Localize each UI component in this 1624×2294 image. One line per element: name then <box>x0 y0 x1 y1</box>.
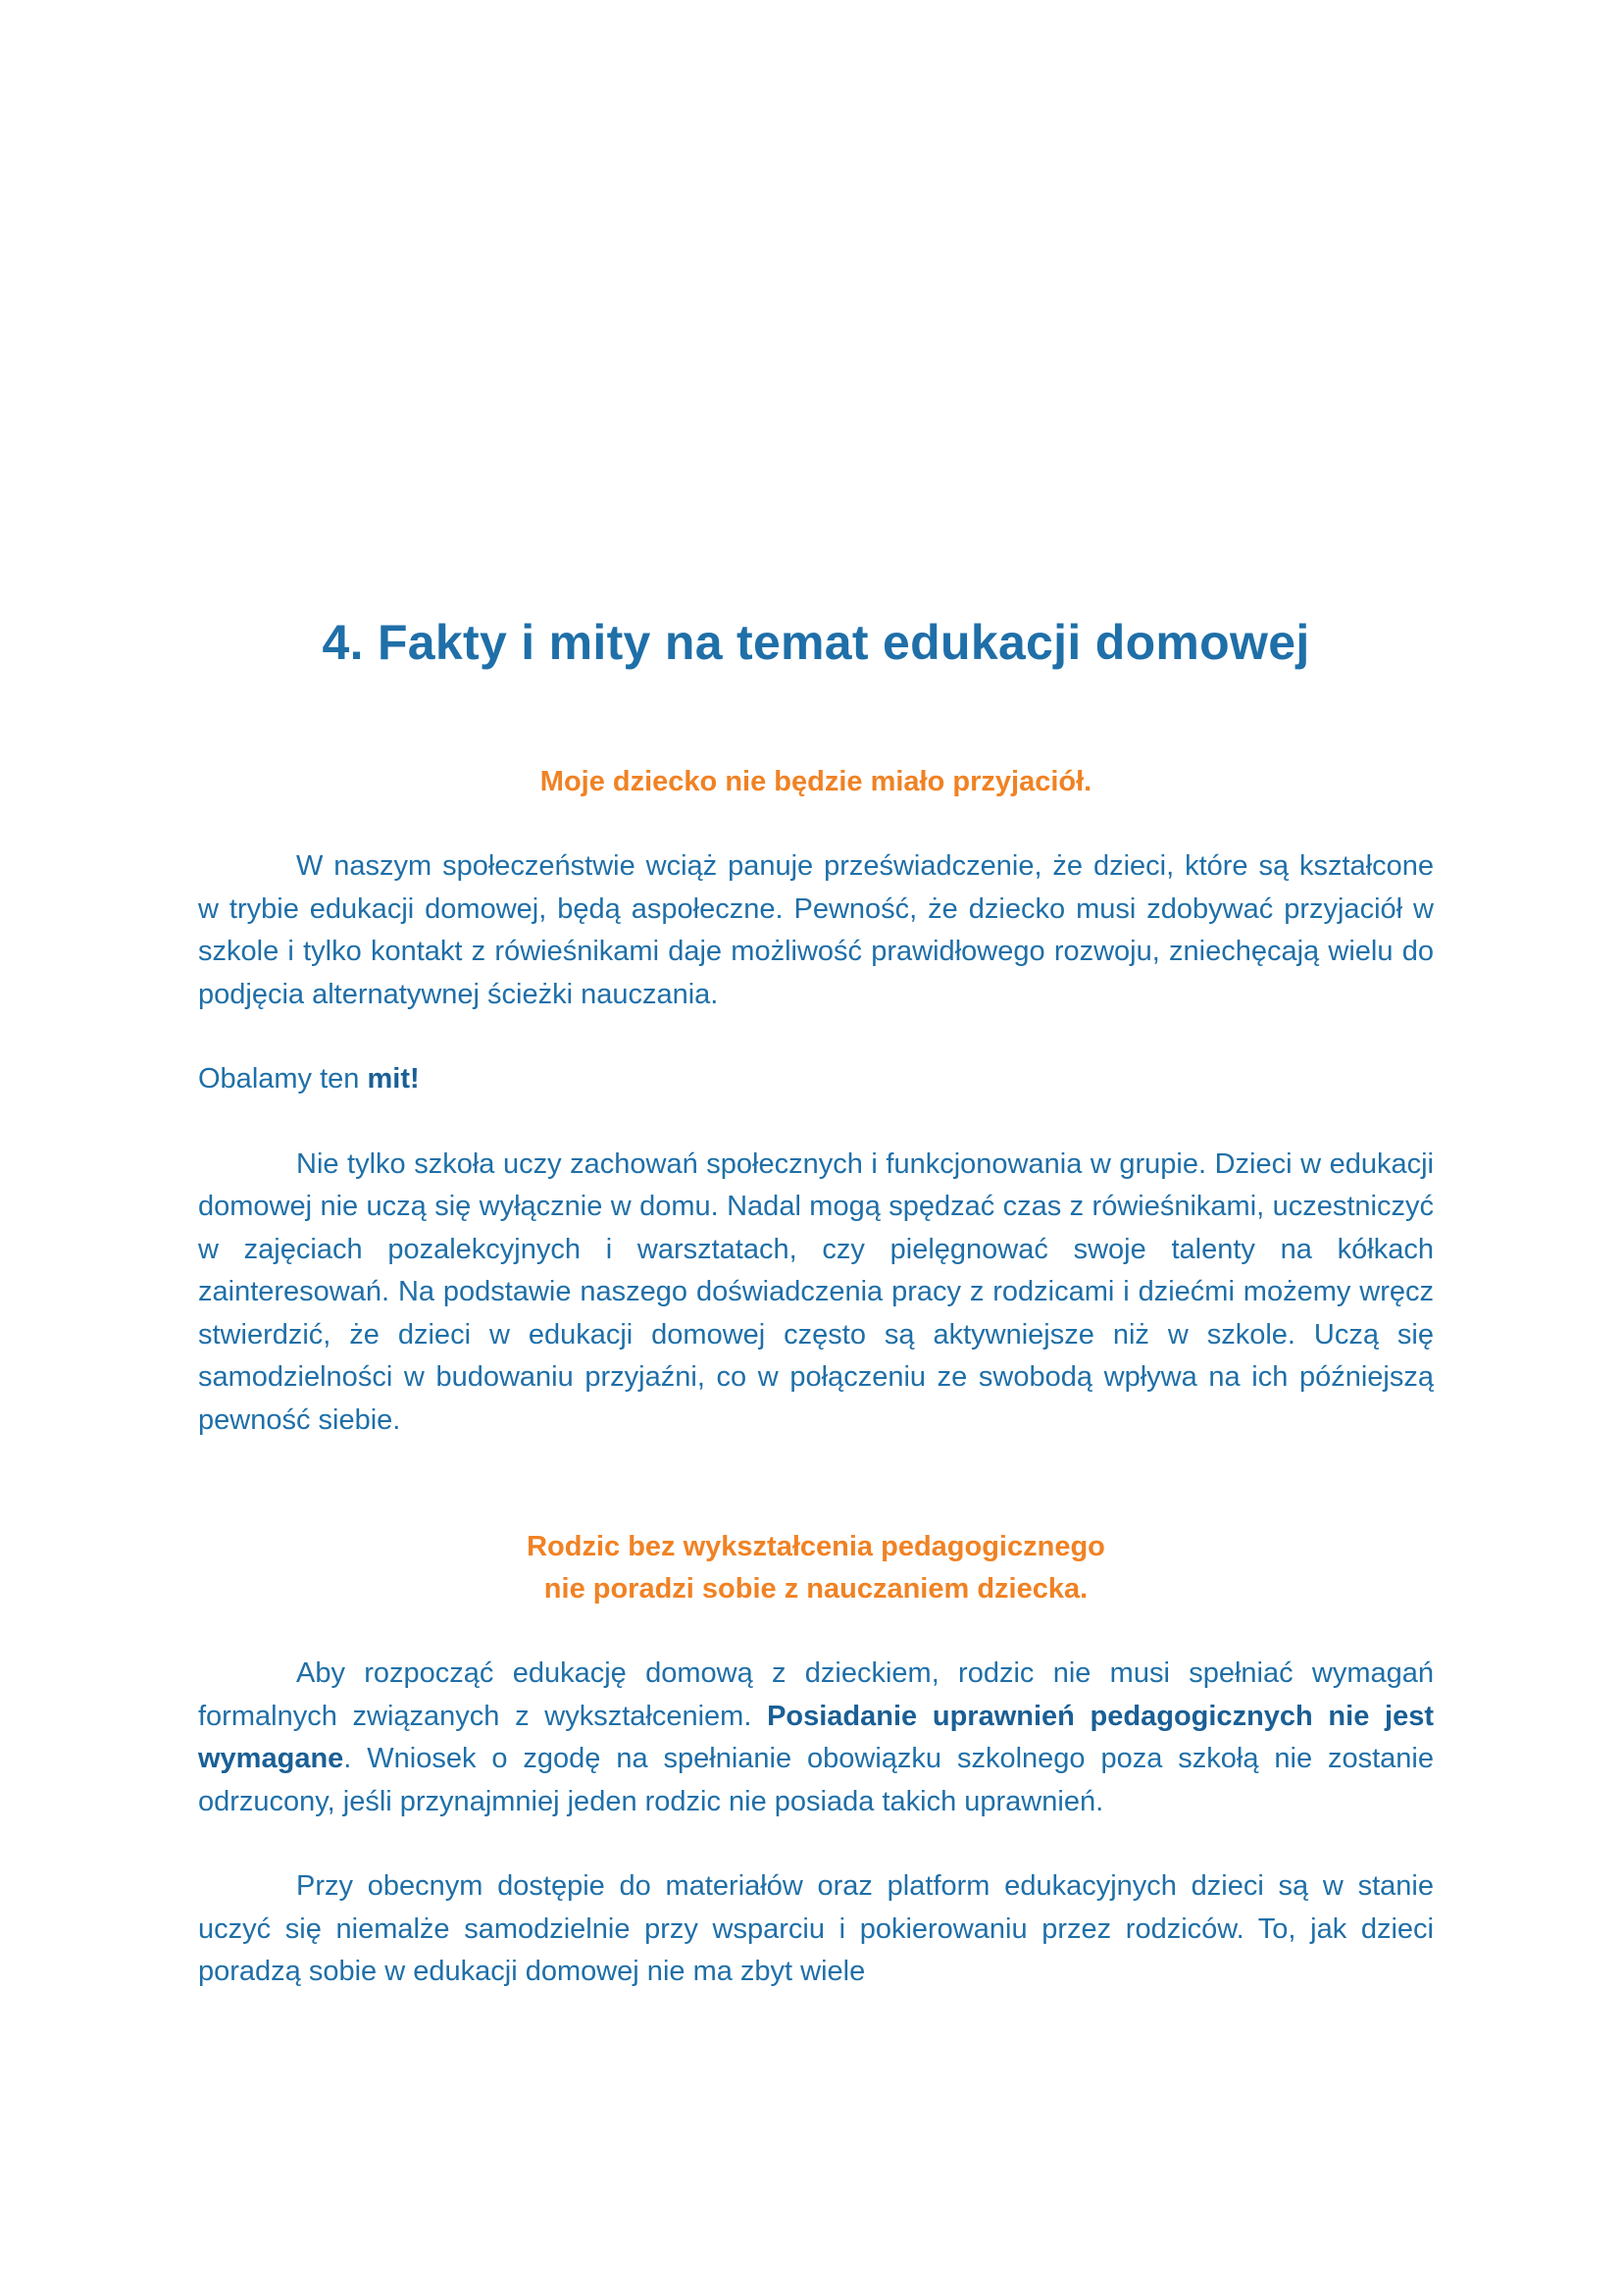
paragraph <box>198 1653 1434 1823</box>
section-heading-line: Rodzic bez wykształcenia pedagogicznego <box>527 1531 1105 1562</box>
section-heading <box>198 761 1434 803</box>
myth-prefix: Obalamy ten <box>198 1063 368 1095</box>
paragraph: W naszym społeczeństwie wciąż panuje przeświadczenie, że dzieci, które są kształcone w trybie edukacji domowej, będą aspołeczne. Pewność, że dziecko musi zdobywać przyjaciół w szkole i tylko kontakt z rówieśnikami daje możliwość prawidłowego rozwoju, zniechęcają wielu do podjęcia alternatywnej ścieżki nauczania. <box>198 850 1434 1010</box>
section-parent-qualification-myth <box>198 1526 1434 1994</box>
paragraph-emphasis: Posiadanie uprawnień pedagogicznych nie jest wymagane <box>198 1700 1434 1774</box>
section-heading-line: Moje dziecko nie będzie miało przyjaciół. <box>539 766 1092 797</box>
myth-statement <box>198 1058 1434 1101</box>
paragraph: Nie tylko szkoła uczy zachowań społecznych i funkcjonowania w grupie. Dzieci w edukacji domowej nie uczą się wyłącznie w domu. Nadal mogą spędzać czas z rówieśnikami, uczestniczyć w zajęciach pozalekcyjnych i warsztatach, czy pielęgnować swoje talenty na kółkach zainteresowań. Na podstawie naszego doświadczenia pracy z rodzicami i dziećmi możemy wręcz stwierdzić, że dzieci w edukacji domowej często są aktywniejsze niż w szkole. Uczą się samodzielności w budowaniu przyjaźni, co w połączeniu ze swobodą wpływa na ich późniejszą pewność siebie. <box>198 1147 1434 1436</box>
section-friends-myth <box>198 761 1434 1442</box>
section-heading <box>198 1526 1434 1610</box>
paragraph-text: Aby rozpocząć edukację domową z dzieckiem, rodzic nie musi spełniać wymagań formalnych związanych z wykształceniem. <box>198 1657 1434 1732</box>
section-heading-line: nie poradzi sobie z nauczaniem dziecka. <box>543 1573 1089 1605</box>
page-title: 4. Fakty i mity na temat edukacji domowej <box>322 615 1310 670</box>
myth-emphasis: mit! <box>367 1063 420 1095</box>
paragraph-text: . Wniosek o zgodę na spełnianie obowiązku szkolnego poza szkołą nie zostanie odrzucony, jeśli przynajmniej jeden rodzic nie posiada takich uprawnień. <box>198 1743 1434 1817</box>
paragraph: Przy obecnym dostępie do materiałów oraz platform edukacyjnych dzieci są w stanie uczyć się niemalże samodzielnie przy wsparciu i pokierowaniu przez rodziców. To, jak dzieci poradzą sobie w edukacji domowej nie ma zbyt wiele <box>198 1870 1434 1987</box>
document-content <box>198 608 1434 1994</box>
